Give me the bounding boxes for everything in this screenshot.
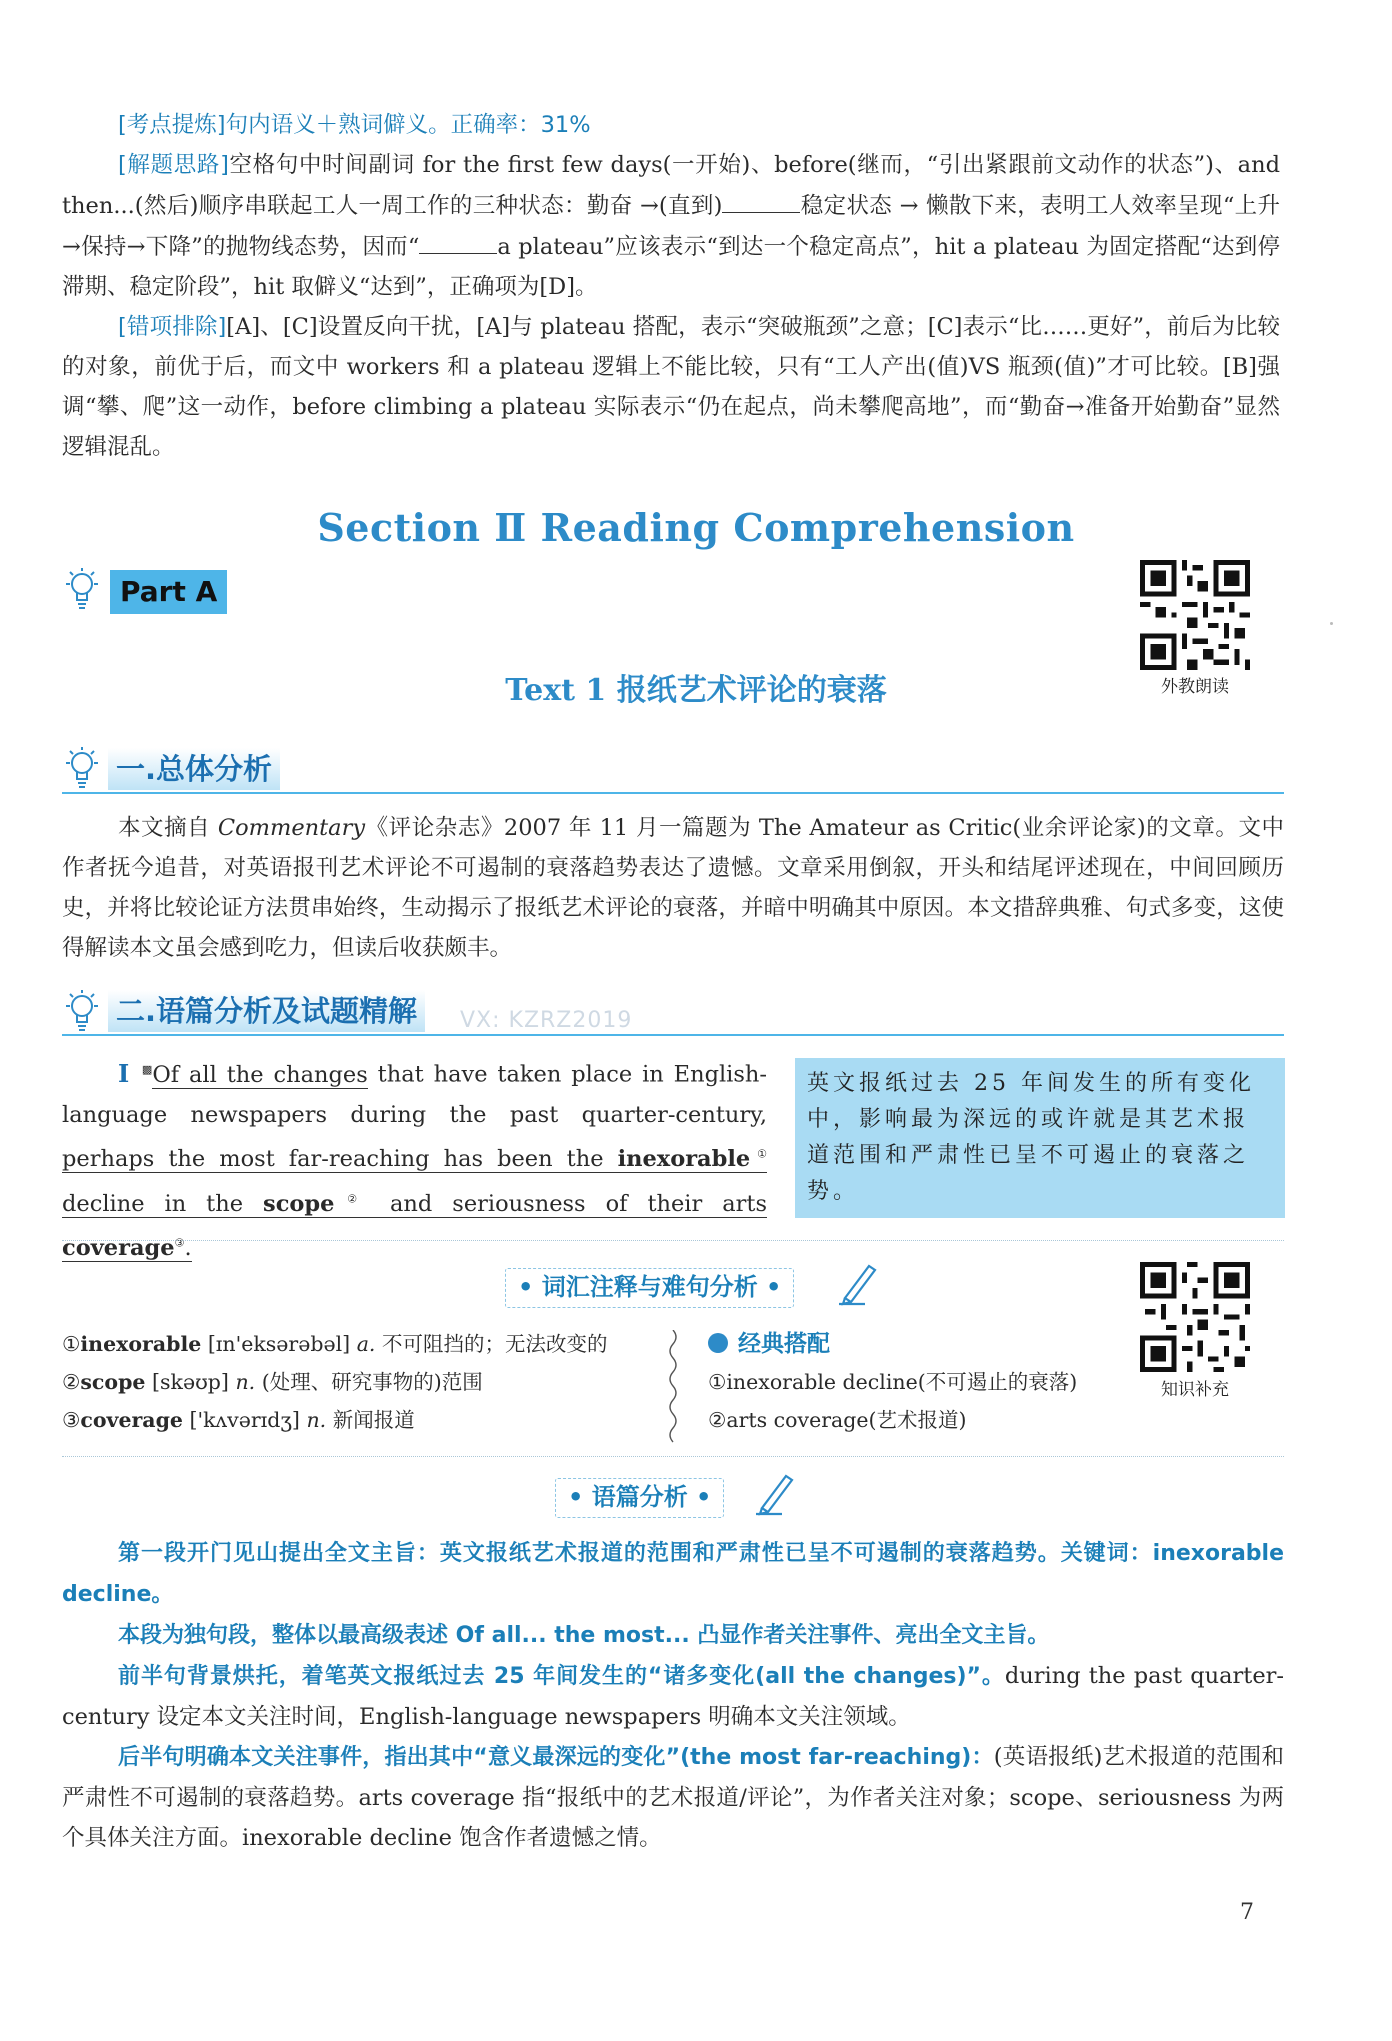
vocab-item (62, 1363, 662, 1401)
collocation-item: ②arts coverage(艺术报道) (708, 1408, 967, 1432)
overview-paragraph (62, 808, 1284, 968)
paragraph-number: Ⅰ (118, 1058, 132, 1088)
test-point-para (62, 105, 1280, 145)
analysis-text: during the past quarter-century 设定本文关注时间，English-language newspapers 明确本文关注领域。 (62, 1663, 1284, 1730)
collocation-title-text: 经典搭配 (738, 1331, 830, 1357)
collocation-item: ①inexorable decline(不可遏止的衰落) (708, 1370, 1078, 1394)
blank-line (722, 185, 800, 213)
vocab-definition: 新闻报道 (332, 1408, 415, 1432)
solution-para (62, 145, 1280, 307)
section-rule (62, 792, 1284, 794)
sentence-mark-icon: ▩ (141, 1063, 153, 1076)
passage-text: decline in the (62, 1190, 264, 1217)
vocab-phonetic: ['kʌvərɪdʒ] (189, 1408, 300, 1432)
section-heading-label: 二.语篇分析及试题精解 (108, 990, 425, 1032)
text-title: Text 1 报纸艺术评论的衰落 (505, 673, 887, 708)
section-heading-analysis (108, 990, 425, 1036)
wavy-divider (665, 1330, 681, 1445)
lightbulb-icon (62, 745, 102, 793)
part-label: Part A (110, 570, 227, 614)
analysis-highlight: 本段为独句段，整体以最高级表述 Of all... the most... 凸显作者关注事件、亮出全文主旨。 (118, 1623, 1050, 1648)
dotted-divider (62, 1240, 1284, 1241)
passage-underlined-clause (62, 1146, 767, 1262)
vocab-word: scope (80, 1370, 146, 1394)
analysis-highlight: 后半句明确本文关注事件，指出其中“意义最深远的变化”(the most far-reaching)： (118, 1745, 994, 1770)
section-heading-overview (108, 748, 280, 794)
translation-box: 英文报纸过去 25 年间发生的所有变化中，影响最为深远的或许就是其艺术报道范围和严肃性已呈不可遏止的衰落之势。 (795, 1058, 1285, 1218)
qr-label-knowledge: 知识补充 (1161, 1380, 1229, 1400)
vocab-num: ② (62, 1370, 81, 1394)
overview-italic: Commentary (217, 815, 366, 841)
qr-code-icon[interactable] (1140, 1262, 1250, 1372)
analysis-text: (英语报纸)艺术报道的范围和严肃性不可遏制的衰落趋势。arts coverage 指“报纸中的艺术报道/评论”，为作者关注对象；scope、seriousness 为两个具体关注方面。inexorable decline 饱含作者遗憾之情。 (62, 1744, 1285, 1851)
scan-speck (1330, 622, 1333, 625)
lightbulb-icon (62, 566, 102, 614)
solution-tag: [解题思路] (118, 152, 229, 178)
vocab-note-number: ② (334, 1192, 371, 1205)
collocation-title (708, 1325, 1128, 1363)
page-number: 7 (1240, 1900, 1254, 1925)
solution-text-b: 稳定状态 → 懒散下来，表明工人效率呈现“上升→保持→下降”的抛物线态势，因而“ (62, 193, 1280, 260)
elimination-tag: [错项排除] (118, 314, 227, 340)
vocab-pos: n. (306, 1408, 327, 1432)
blank-line (419, 226, 497, 254)
analysis-highlight: 前半句背景烘托，着笔英文报纸过去 25 年间发生的“诸多变化(all the changes)”。 (118, 1664, 1005, 1689)
vocab-item (62, 1325, 662, 1363)
vocab-phonetic: [skəʊp] (152, 1370, 229, 1394)
qr-label-reading: 外教朗读 (1161, 677, 1229, 697)
discourse-analysis (62, 1533, 1284, 1858)
vocab-word: coverage (80, 1408, 183, 1432)
elimination-para (62, 307, 1280, 467)
vocab-note-number: ③ (174, 1236, 185, 1250)
pen-icon (835, 1258, 881, 1306)
solution-text-c: a plateau”应该表示“到达一个稳定高点”，hit a plateau 为固定搭配“达到停滞期、稳定阶段”，hit 取僻义“达到”，正确项为[D]。 (62, 234, 1280, 300)
analysis-heading: • 语篇分析 • (555, 1478, 724, 1518)
passage-underlined-subject: Of all the changes (152, 1061, 368, 1088)
vocab-word: coverage (62, 1235, 175, 1261)
vocab-num: ① (62, 1332, 81, 1356)
analysis-para (62, 1737, 1284, 1858)
vocab-num: ③ (62, 1408, 81, 1432)
passage-text: that have taken place in English-language newspapers during the past quarter-century, (62, 1061, 768, 1128)
analysis-para (62, 1615, 1284, 1656)
vocab-list (62, 1325, 662, 1439)
vocab-pos: n. (235, 1370, 256, 1394)
bullet-dot-icon (708, 1333, 728, 1353)
dotted-divider (62, 1456, 1284, 1457)
vocab-heading: • 词汇注释与难句分析 • (505, 1268, 794, 1308)
overview-text-a: 本文摘自 (118, 815, 218, 841)
pen-icon (752, 1468, 798, 1516)
lightbulb-icon (62, 988, 102, 1036)
vocab-definition: 不可阻挡的；无法改变的 (381, 1332, 608, 1356)
vocab-word: inexorable (617, 1146, 751, 1172)
section-rule (62, 1034, 1284, 1036)
vocab-pos: a. (356, 1332, 376, 1356)
collocation-list (708, 1325, 1128, 1439)
vocab-note-number: ① (750, 1147, 767, 1161)
passage-text: and seriousness of their arts (370, 1190, 767, 1217)
overview-text-b: 《评论杂志》2007 年 11 月一篇题为 The Amateur as Critic(业余评论家)的文章。文中作者抚今追昔，对英语报刊艺术评论不可遏制的衰落趋势表达了遗憾。文章采用倒叙，开头和结尾评述现在，中间回顾历史，并将比较论证方法贯串始终，生动揭示了报纸艺术评论的衰落，并暗中明确其中原因。本文措辞典雅、句式多变，这使得解读本文虽会感到吃力，但读后收获颇丰。 (62, 815, 1285, 961)
vocab-word: inexorable (80, 1332, 202, 1356)
elimination-text: [A]、[C]设置反向干扰，[A]与 plateau 搭配，表示“突破瓶颈”之意；[C]表示“比……更好”，前后为比较的对象，前优于后，而文中 workers 和 a plateau 逻辑上不能比较，只有“工人产出(值)VS 瓶颈(值)”才可比较。[B]强调“攀、爬”这一动作，before climbing a plateau 实际表示“仍在起点，尚未攀爬高地”，而“勤奋→准备开始勤奋”显然逻辑混乱。 (62, 314, 1281, 460)
passage-text: perhaps the most far-reaching has been the (62, 1146, 618, 1172)
analysis-highlight: 第一段开门见山提出全文主旨：英文报纸艺术报道的范围和严肃性已呈不可遏制的衰落趋势。关键词：inexorable decline。 (62, 1541, 1284, 1607)
watermark: VX: KZRZ2019 (460, 1008, 633, 1033)
analysis-para (62, 1533, 1284, 1615)
vocab-word: scope (263, 1190, 335, 1217)
test-point-text: 句内语义＋熟词僻义。正确率：31% (225, 112, 591, 138)
vocab-definition: (处理、研究事物的)范围 (261, 1370, 483, 1394)
solution-text-a: 空格句中时间副词 for the first few days(一开始)、before(继而，“引出紧跟前文动作的状态”)、and then...(然后)顺序串联起工人一周工作的三种状态：勤奋 →(直到) (62, 152, 1280, 219)
question-analysis (62, 105, 1280, 467)
test-point-tag: [考点提炼] (118, 112, 226, 138)
passage-paragraph (62, 1050, 767, 1268)
section-heading-label: 一.总体分析 (108, 748, 280, 790)
qr-code-icon[interactable] (1140, 560, 1250, 670)
passage-text: . (184, 1235, 192, 1261)
vocab-item (62, 1401, 662, 1439)
section-title: Section Ⅱ Reading Comprehension (317, 505, 1075, 550)
analysis-para (62, 1656, 1284, 1737)
vocab-phonetic: [ɪn'eksərəbəl] (207, 1332, 351, 1356)
